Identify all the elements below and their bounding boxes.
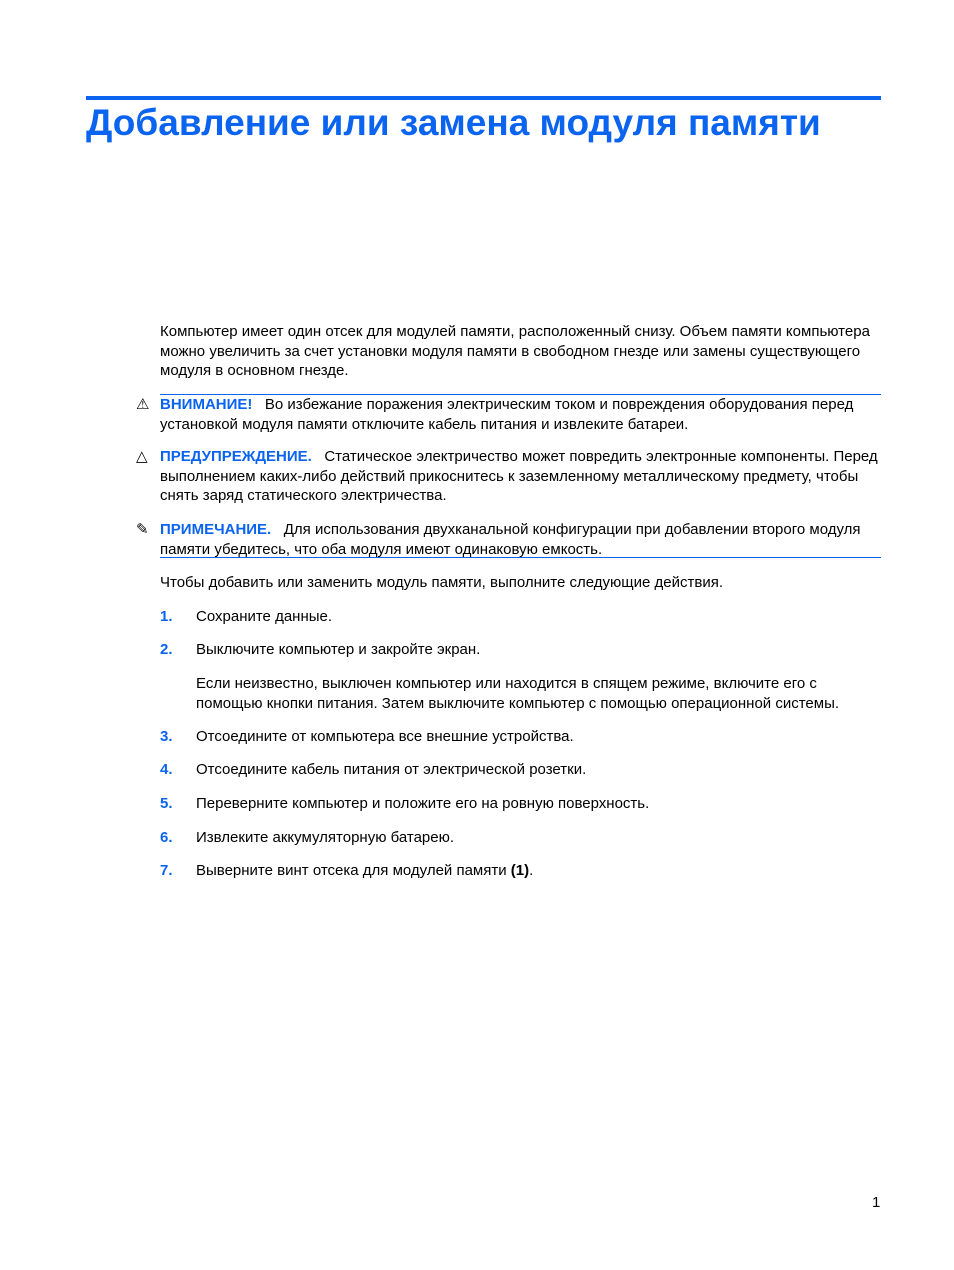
step-text-main: Выверните винт отсека для модулей памяти bbox=[196, 862, 511, 879]
notice-warning bbox=[160, 395, 882, 434]
intro-paragraph: Компьютер имеет один отсек для модулей памяти, расположенный снизу. Объем памяти компьютера можно увеличить за счет установки модуля памяти в свободном гнезде или замены существующего модуля в основном гнезде. bbox=[160, 323, 870, 379]
notice-label: ПРЕДУПРЕЖДЕНИЕ. bbox=[160, 448, 312, 465]
page-number: 1 bbox=[872, 1194, 881, 1211]
note-icon: ✎ bbox=[136, 521, 149, 538]
step-text: Отсоедините кабель питания от электрической розетки. bbox=[196, 761, 587, 778]
lead-paragraph: Чтобы добавить или заменить модуль памяти, выполните следующие действия. bbox=[160, 574, 723, 591]
caution-icon: △ bbox=[136, 448, 148, 465]
step-number: 5. bbox=[160, 795, 173, 812]
step-text: Отсоедините от компьютера все внешние устройства. bbox=[196, 728, 574, 745]
notice-text: Во избежание поражения электрическим током и повреждения оборудования перед установкой модуля памяти отключите кабель питания и извлеките батареи. bbox=[160, 396, 854, 433]
notice-label: ПРИМЕЧАНИЕ. bbox=[160, 521, 272, 538]
notice-label: ВНИМАНИЕ! bbox=[160, 396, 253, 413]
step-text: Сохраните данные. bbox=[196, 608, 333, 625]
step-text: Выключите компьютер и закройте экран. bbox=[196, 641, 481, 658]
step-text bbox=[196, 861, 886, 881]
step-number: 7. bbox=[160, 862, 173, 879]
page-title: Добавление или замена модуля памяти bbox=[86, 102, 821, 143]
step-text: Если неизвестно, выключен компьютер или находится в спящем режиме, включите его с помощью кнопки питания. Затем выключите компьютер с помощью операционной системы. bbox=[196, 675, 840, 712]
notice-bottom-rule bbox=[160, 557, 881, 558]
notice-text: Статическое электричество может повредить электронные компоненты. Перед выполнением каких-либо действий прикоснитесь к заземленному металлическому предмету, чтобы снять заряд статического электричества. bbox=[160, 448, 878, 504]
step-text: Переверните компьютер и положите его на ровную поверхность. bbox=[196, 795, 650, 812]
notice-caution bbox=[160, 447, 882, 506]
notice-note bbox=[160, 520, 882, 559]
step-text-end: . bbox=[529, 862, 534, 879]
step-number: 3. bbox=[160, 728, 173, 745]
step-number: 1. bbox=[160, 608, 173, 625]
notice-text: Для использования двухканальной конфигурации при добавлении второго модуля памяти убедитесь, что оба модуля имеют одинаковую емкость. bbox=[160, 521, 861, 558]
callout-ref: (1) bbox=[510, 862, 530, 879]
step-number: 6. bbox=[160, 829, 173, 846]
warning-icon: ⚠ bbox=[136, 396, 150, 413]
step-text: Извлеките аккумуляторную батарею. bbox=[196, 829, 455, 846]
step-number: 4. bbox=[160, 761, 173, 778]
title-rule bbox=[86, 96, 881, 100]
step-number: 2. bbox=[160, 641, 173, 658]
